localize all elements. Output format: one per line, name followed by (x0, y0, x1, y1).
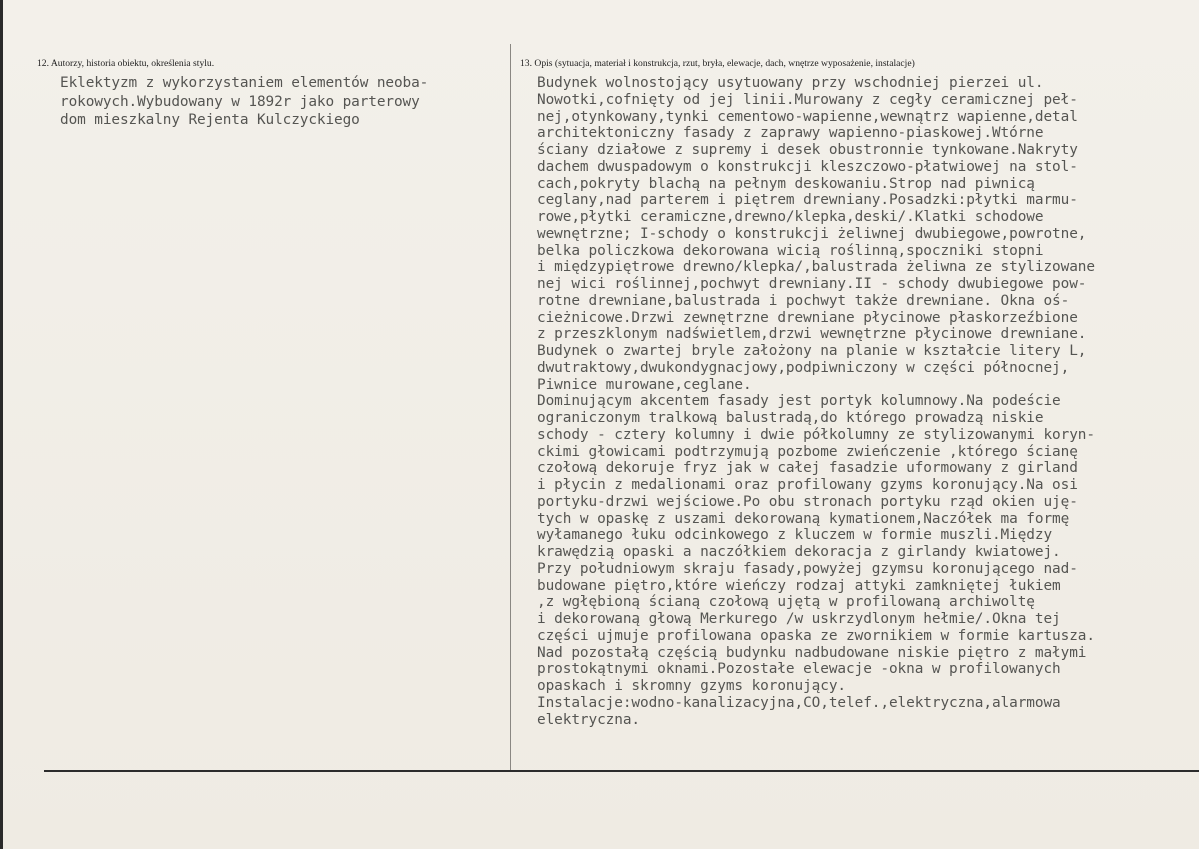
authors-line: rokowych.Wybudowany w 1892r jako parterowy (60, 93, 420, 110)
description-line: z przeszklonym nadświetlem,drzwi wewnętrzne płycinowe drewniane. (537, 326, 1087, 343)
description-line: Budynek o zwartej bryle założony na planie w kształcie litery L, (537, 343, 1087, 359)
description-line: cieżnicowe.Drzwi zewnętrzne drewniane płycinowe płaskorzeźbione (537, 309, 1078, 326)
description-line: belka policzkowa dekorowana wicią roślinną,spoczniki stopni (537, 242, 1044, 259)
description-line: elektryczna. (537, 711, 641, 728)
description-line: opaskach i skromny gzyms koronujący. (537, 678, 847, 694)
description-line: wewnętrzne; I-schody o konstrukcji żeliwnej dwubiegowe,powrotne, (537, 225, 1087, 242)
description-line: Nad pozostałą częścią budynku nadbudowane niskie piętro z małymi (537, 644, 1087, 661)
description-line: wyłamanego łuku odcinkowego z kluczem w formie muszli.Między (537, 527, 1053, 544)
description-line: tych w opaskę z uszami dekorowaną kymationem,Naczółek ma formę (537, 510, 1070, 527)
section-12-heading: 12. Autorzy, historia obiektu, określenia stylu. (37, 58, 215, 69)
column-divider (510, 44, 511, 770)
description-line: nej wici roślinnej,pochwyt drewniany.II - schody dwubiegowe pow- (537, 276, 1087, 292)
description-line: schody - cztery kolumny i dwie półkolumny ze stylizowanymi koryn- (537, 426, 1095, 443)
description-line: ograniczonym tralkową balustradą,do którego prowadzą niskie (537, 410, 1044, 426)
description-line: krawędzią opaski a naczółkiem dekoracja z girlandy kwiatowej. (537, 544, 1061, 560)
description-line: rotne drewniane,balustrada i pochwyt także drewniane. Okna oś- (537, 292, 1070, 309)
description-line: i płycin z medalionami oraz profilowany gzyms koronujący.Na osi (537, 477, 1078, 493)
description-line: Piwnice murowane,ceglane. (537, 376, 752, 393)
description-line: czołową dekoruje fryz jak w całej fasadzie uformowany z girland (537, 460, 1078, 477)
section-12-typed-text (60, 74, 428, 130)
description-line: ściany działowe z supremy i desek obustronnie tynkowane.Nakryty (537, 142, 1078, 158)
description-line: i międzypiętrowe drewno/klepka/,balustrada żeliwna ze stylizowane (537, 259, 1095, 276)
description-line: cach,pokryty blachą na pełnym deskowaniu.Strop nad piwnicą (537, 175, 1035, 192)
page-left-edge (0, 0, 3, 849)
description-line: Przy południowym skraju fasady,powyżej gzymsu koronującego nad- (537, 560, 1078, 577)
description-line: ,z wgłębioną ścianą czołową ujętą w profilowaną archiwoltę (537, 594, 1035, 611)
description-line: budowane piętro,które wieńczy rodzaj attyki zamkniętej łukiem (537, 577, 1061, 594)
description-line: dachem dwuspadowym o konstrukcji kleszczowo-płatwiowej na stol- (537, 158, 1078, 175)
authors-line: dom mieszkalny Rejenta Kulczyckiego (60, 112, 360, 128)
description-line: ceglany,nad parterem i piętrem drewniany.Posadzki:płytki marmu- (537, 192, 1078, 209)
description-line: części ujmuje profilowana opaska ze zwornikiem w formie kartusza. (537, 627, 1095, 644)
section-13-typed-text (537, 75, 1095, 728)
description-line: Nowotki,cofnięty od jej linii.Murowany z cegły ceramicznej peł- (537, 91, 1078, 108)
description-line: prostokątnymi oknami.Pozostałe elewacje -okna w profilowanych (537, 661, 1061, 678)
description-line: Instalacje:wodno-kanalizacyjna,CO,telef.,elektryczna,alarmowa (537, 694, 1061, 711)
description-line: nej,otynkowany,tynki cementowo-wapienne,wewnątrz wapienne,detal (537, 108, 1078, 125)
description-line: Budynek wolnostojący usytuowany przy wschodniej pierzei ul. (537, 75, 1044, 91)
description-line: Dominującym akcentem fasady jest portyk kolumnowy.Na podeście (537, 393, 1061, 410)
description-line: dwutraktowy,dwukondygnacjowy,podpiwniczony w części północnej, (537, 359, 1070, 376)
description-line: portyku-drzwi wejściowe.Po obu stronach portyku rząd okien uję- (537, 493, 1078, 510)
description-line: architektoniczny fasady z zaprawy wapienno-piaskowej.Wtórne (537, 125, 1044, 142)
description-line: ckimi głowicami podtrzymują pozbome zwieńczenie ,którego ścianę (537, 443, 1078, 460)
description-line: i dekorowaną głową Merkurego /w uskrzydlonym hełmie/.Okna tej (537, 611, 1061, 627)
authors-line: Eklektyzm z wykorzystaniem elementów neoba- (60, 75, 429, 91)
description-line: rowe,płytki ceramiczne,drewno/klepka,deski/.Klatki schodowe (537, 209, 1044, 225)
bottom-rule (44, 770, 1199, 772)
section-13-heading: 13. Opis (sytuacja, materiał i konstrukcja, rzut, bryła, elewacje, dach, wnętrze wyposażenie, instalacje) (520, 58, 915, 69)
